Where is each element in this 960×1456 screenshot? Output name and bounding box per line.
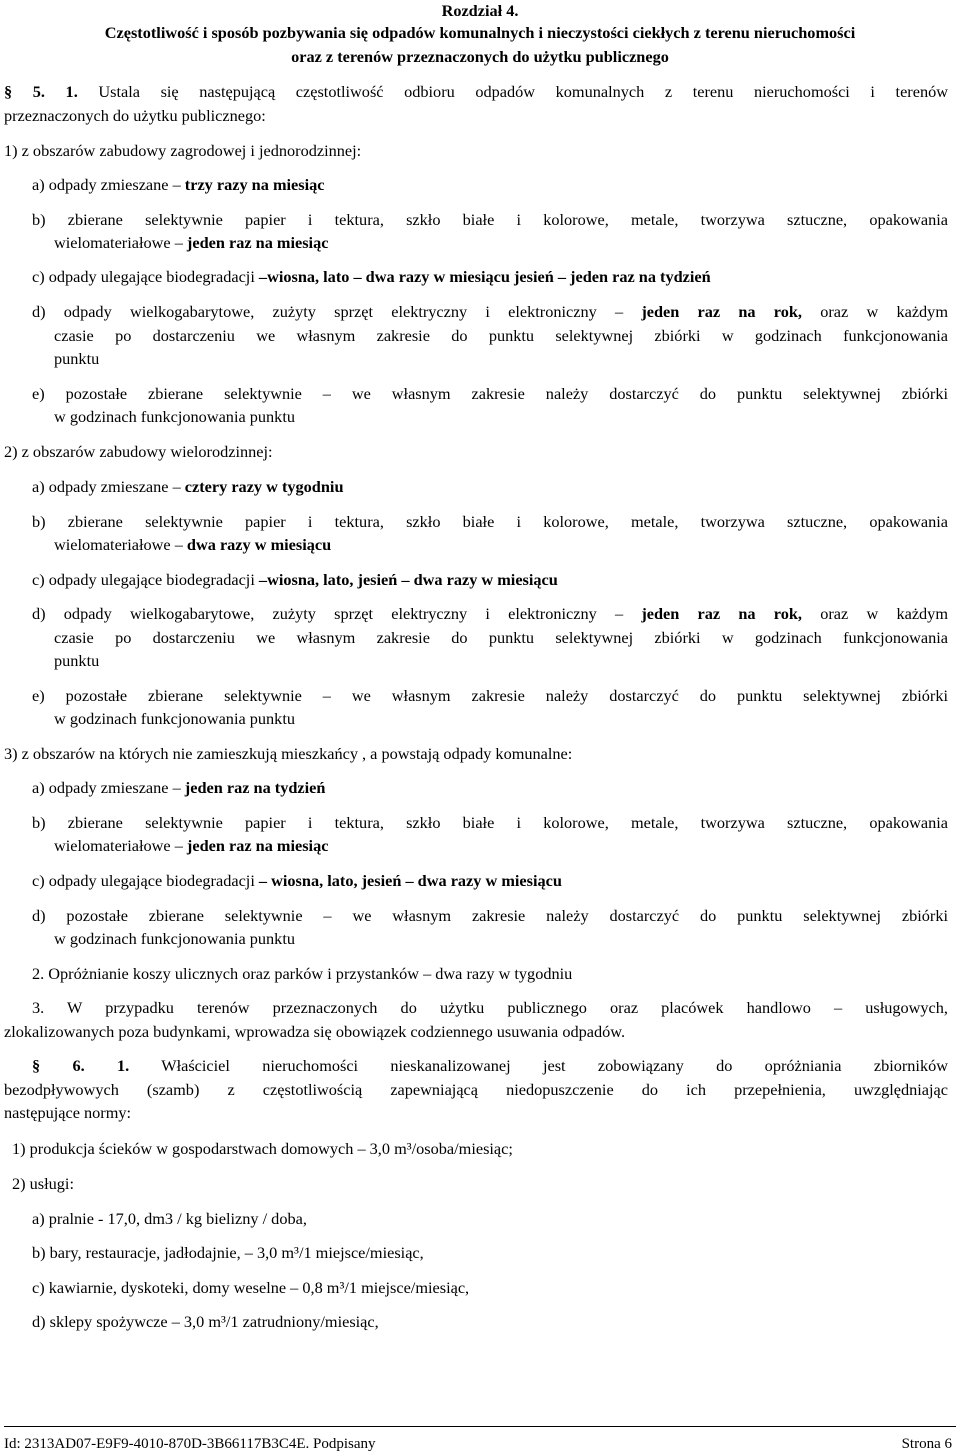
par6-label: § 6. 1.	[32, 1056, 130, 1075]
s2-item-e-line-1: e) pozostałe zbierane selektywnie – we własnym zakresie należy dostarczyć do punktu selektywnej zbiórki	[32, 686, 948, 705]
footer-document-id: Id: 2313AD07-E9F9-4010-870D-3B66117B3C4E. Podpisany	[4, 1436, 376, 1452]
par6-intro-text: Właściciel nieruchomości nieskanalizowanej jest zobowiązany do opróżniania zbiorników	[161, 1056, 948, 1075]
s1-c-text: c) odpady ulegające biodegradacji	[32, 267, 259, 286]
s2-b-text: wielomateriałowe –	[54, 535, 187, 554]
par5-point-2: 2. Opróżnianie koszy ulicznych oraz parków i przystanków – dwa razy w tygodniu	[32, 964, 573, 983]
par6-norm-2: 2) usługi:	[12, 1174, 74, 1193]
s2-d-frequency: jeden raz na rok,	[641, 604, 802, 623]
s2-item-d-line-2: czasie po dostarczeniu we własnym zakresie do punktu selektywnej zbiórki w godzinach funkcjonowania	[54, 628, 948, 647]
s1-b-frequency: jeden raz na miesiąc	[186, 233, 329, 252]
s3-item-c	[32, 870, 562, 892]
s3-c-text: c) odpady ulegające biodegradacji	[32, 871, 259, 890]
par6-norm-2c: c) kawiarnie, dyskoteki, domy weselne – 0,8 m³/1 miejsce/miesiąc,	[32, 1278, 470, 1297]
s3-item-d-line-1: d) pozostałe zbierane selektywnie – we własnym zakresie należy dostarczyć do punktu selektywnej zbiórki	[32, 906, 948, 925]
s2-title: 2) z obszarów zabudowy wielorodzinnej:	[4, 442, 273, 461]
s2-item-d-line-1	[32, 603, 948, 625]
s2-item-b-line-1: b) zbierane selektywnie papier i tektura, szkło białe i kolorowe, metale, tworzywa sztuczne, opakowania	[32, 512, 948, 531]
s2-d-text: d) odpady wielkogabarytowe, zużyty sprzęt elektryczny i elektroniczny –	[32, 604, 642, 623]
s2-b-frequency: dwa razy w miesiącu	[186, 535, 332, 554]
s3-title: 3) z obszarów na których nie zamieszkują mieszkańcy , a powstają odpady komunalne:	[4, 744, 573, 763]
s3-a-text: a) odpady zmieszane –	[32, 778, 185, 797]
s1-a-text: a) odpady zmieszane –	[32, 175, 185, 194]
s2-item-e-line-2: w godzinach funkcjonowania punktu	[54, 709, 295, 728]
s2-item-a	[32, 476, 344, 498]
s2-item-b-line-2	[54, 534, 331, 556]
s1-d-text-post: oraz w każdym	[802, 302, 948, 321]
par6-norm-1: 1) produkcja ścieków w gospodarstwach domowych – 3,0 m³/osoba/miesiąc;	[12, 1139, 513, 1158]
s1-item-d-line-2: czasie po dostarczeniu we własnym zakresie do punktu selektywnej zbiórki w godzinach funkcjonowania	[54, 326, 948, 345]
s2-a-frequency: cztery razy w tygodniu	[184, 477, 344, 496]
s2-a-text: a) odpady zmieszane –	[32, 477, 185, 496]
s1-item-d-line-1	[32, 301, 948, 323]
footer-page-number: Strona 6	[901, 1436, 952, 1452]
s3-item-d-line-2: w godzinach funkcjonowania punktu	[54, 929, 295, 948]
s1-item-d-line-3: punktu	[54, 349, 100, 368]
s1-d-text: d) odpady wielkogabarytowe, zużyty sprzęt elektryczny i elektroniczny –	[32, 302, 642, 321]
par6-intro-line-2: bezodpływowych (szamb) z częstotliwością zapewniającą niedopuszczenie do ich przepełnienia, uwzględniając	[4, 1080, 948, 1099]
s2-item-c	[32, 569, 558, 591]
par6-intro-line-3: następujące normy:	[4, 1103, 132, 1122]
par5-intro-line-1	[4, 81, 948, 103]
s1-item-e-line-1: e) pozostałe zbierane selektywnie – we własnym zakresie należy dostarczyć do punktu selektywnej zbiórki	[32, 384, 948, 403]
par6-norm-2b: b) bary, restauracje, jadłodajnie, – 3,0 m³/1 miejsce/miesiąc,	[32, 1243, 424, 1262]
par5-label: § 5. 1.	[4, 82, 78, 101]
s1-item-b-line-2	[54, 232, 328, 254]
s1-item-c	[32, 266, 711, 288]
s2-c-frequency: –wiosna, lato, jesień – dwa razy w miesiącu	[258, 570, 558, 589]
s2-item-d-line-3: punktu	[54, 651, 100, 670]
s3-b-text: wielomateriałowe –	[54, 836, 187, 855]
par6-norm-2a: a) pralnie - 17,0, dm3 / kg bielizny / doba,	[32, 1209, 307, 1228]
par5-intro-text: Ustala się następującą częstotliwość odbioru odpadów komunalnych z terenu nieruchomości i terenów	[98, 82, 948, 101]
s1-item-e-line-2: w godzinach funkcjonowania punktu	[54, 407, 295, 426]
chapter-title: Rozdział 4.	[441, 1, 519, 20]
s1-d-frequency: jeden raz na rok,	[641, 302, 802, 321]
s1-c-frequency: –wiosna, lato – dwa razy w miesiącu jesień – jeden raz na tydzień	[258, 267, 711, 286]
s3-item-b-line-1: b) zbierane selektywnie papier i tektura, szkło białe i kolorowe, metale, tworzywa sztuczne, opakowania	[32, 813, 948, 832]
par5-point-3-line-1: 3. W przypadku terenów przeznaczonych do użytku publicznego oraz placówek handlowo – usługowych,	[32, 998, 948, 1017]
s3-c-frequency: – wiosna, lato, jesień – dwa razy w miesiącu	[258, 871, 562, 890]
s3-item-a	[32, 777, 325, 799]
chapter-subtitle-line-2: oraz z terenów przeznaczonych do użytku publicznego	[291, 47, 669, 66]
par6-norm-2d: d) sklepy spożywcze – 3,0 m³/1 zatrudniony/miesiąc,	[32, 1312, 379, 1331]
s1-item-a	[32, 174, 325, 196]
s1-title: 1) z obszarów zabudowy zagrodowej i jednorodzinnej:	[4, 141, 362, 160]
chapter-subtitle-line-1: Częstotliwość i sposób pozbywania się odpadów komunalnych i nieczystości ciekłych z terenu nieruchomości	[104, 23, 856, 42]
s1-item-b-line-1: b) zbierane selektywnie papier i tektura, szkło białe i kolorowe, metale, tworzywa sztuczne, opakowania	[32, 210, 948, 229]
par6-intro-line-1	[32, 1055, 948, 1077]
s1-a-frequency: trzy razy na miesiąc	[184, 175, 325, 194]
s3-b-frequency: jeden raz na miesiąc	[186, 836, 329, 855]
s3-a-frequency: jeden raz na tydzień	[184, 778, 326, 797]
par5-point-3-line-2: zlokalizowanych poza budynkami, wprowadza się obowiązek codziennego usuwania odpadów.	[4, 1022, 626, 1041]
s2-c-text: c) odpady ulegające biodegradacji	[32, 570, 259, 589]
footer-divider	[4, 1426, 956, 1427]
s2-d-text-post: oraz w każdym	[802, 604, 948, 623]
par5-intro-line-2: przeznaczonych do użytku publicznego:	[4, 106, 266, 125]
s1-b-text: wielomateriałowe –	[54, 233, 187, 252]
s3-item-b-line-2	[54, 835, 328, 857]
